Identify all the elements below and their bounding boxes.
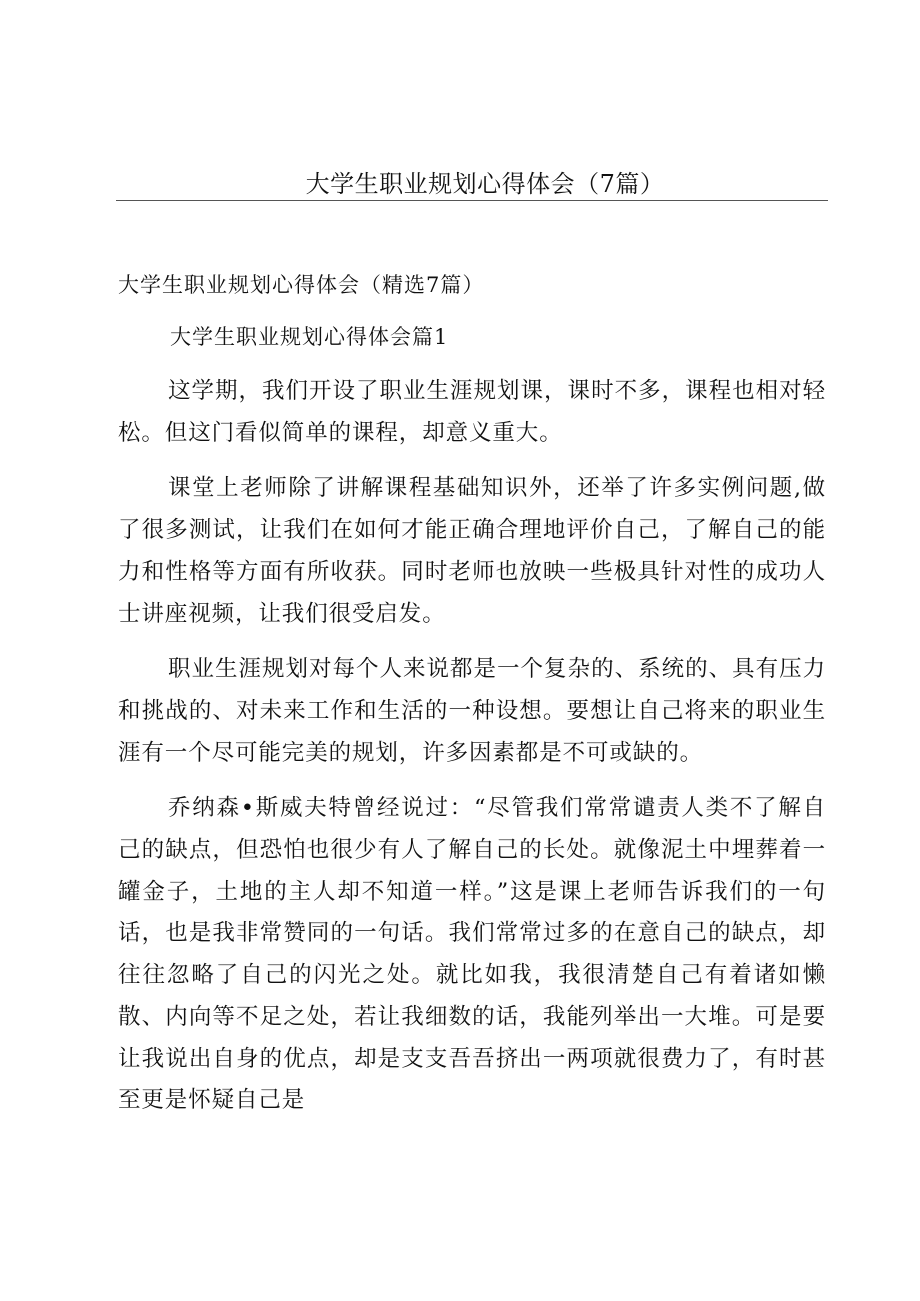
page-header [116, 168, 828, 202]
paragraph: 职业生涯规划对每个人来说都是一个复杂的、系统的、具有压力和挑战的、对未来工作和生活的一种设想。要想让自己将来的职业生涯有一个尽可能完美的规划，许多因素都是不可或缺的。 [118, 656, 826, 766]
paragraph: 课堂上老师除了讲解课程基础知识外，还举了许多实例问题,做了很多测试，让我们在如何才能正确合理地评价自己，了解自己的能力和性格等方面有所收获。同时老师也放映一些极具针对性的成功人士讲座视频，让我们很受启发。 [118, 475, 826, 627]
document-body [118, 268, 826, 1122]
section-heading: 大学生职业规划心得体会篇1 [170, 325, 449, 349]
page-title: 大学生职业规划心得体会（7篇） [305, 170, 665, 198]
paragraph: 这学期，我们开设了职业生涯规划课，课时不多，课程也相对轻松。但这门看似简单的课程，却意义重大。 [118, 378, 826, 446]
document-subtitle: 大学生职业规划心得体会（精选7篇） [118, 273, 485, 297]
paragraph: 乔纳森•斯威夫特曾经说过：“尽管我们常常谴责人类不了解自己的缺点，但恐怕也很少有人了解自己的长处。就像泥土中埋葬着一罐金子，土地的主人却不知道一样。”这是课上老师告诉我们的一句话，也是我非常赞同的一句话。我们常常过多的在意自己的缺点，却往往忽略了自己的闪光之处。就比如我，我很清楚自己有着诸如懒散、内向等不足之处，若让我细数的话，我能列举出一大堆。可是要让我说出自身的优点，却是支支吾吾挤出一两项就很费力了，有时甚至更是怀疑自己是 [118, 795, 826, 1114]
header-divider [116, 200, 828, 201]
